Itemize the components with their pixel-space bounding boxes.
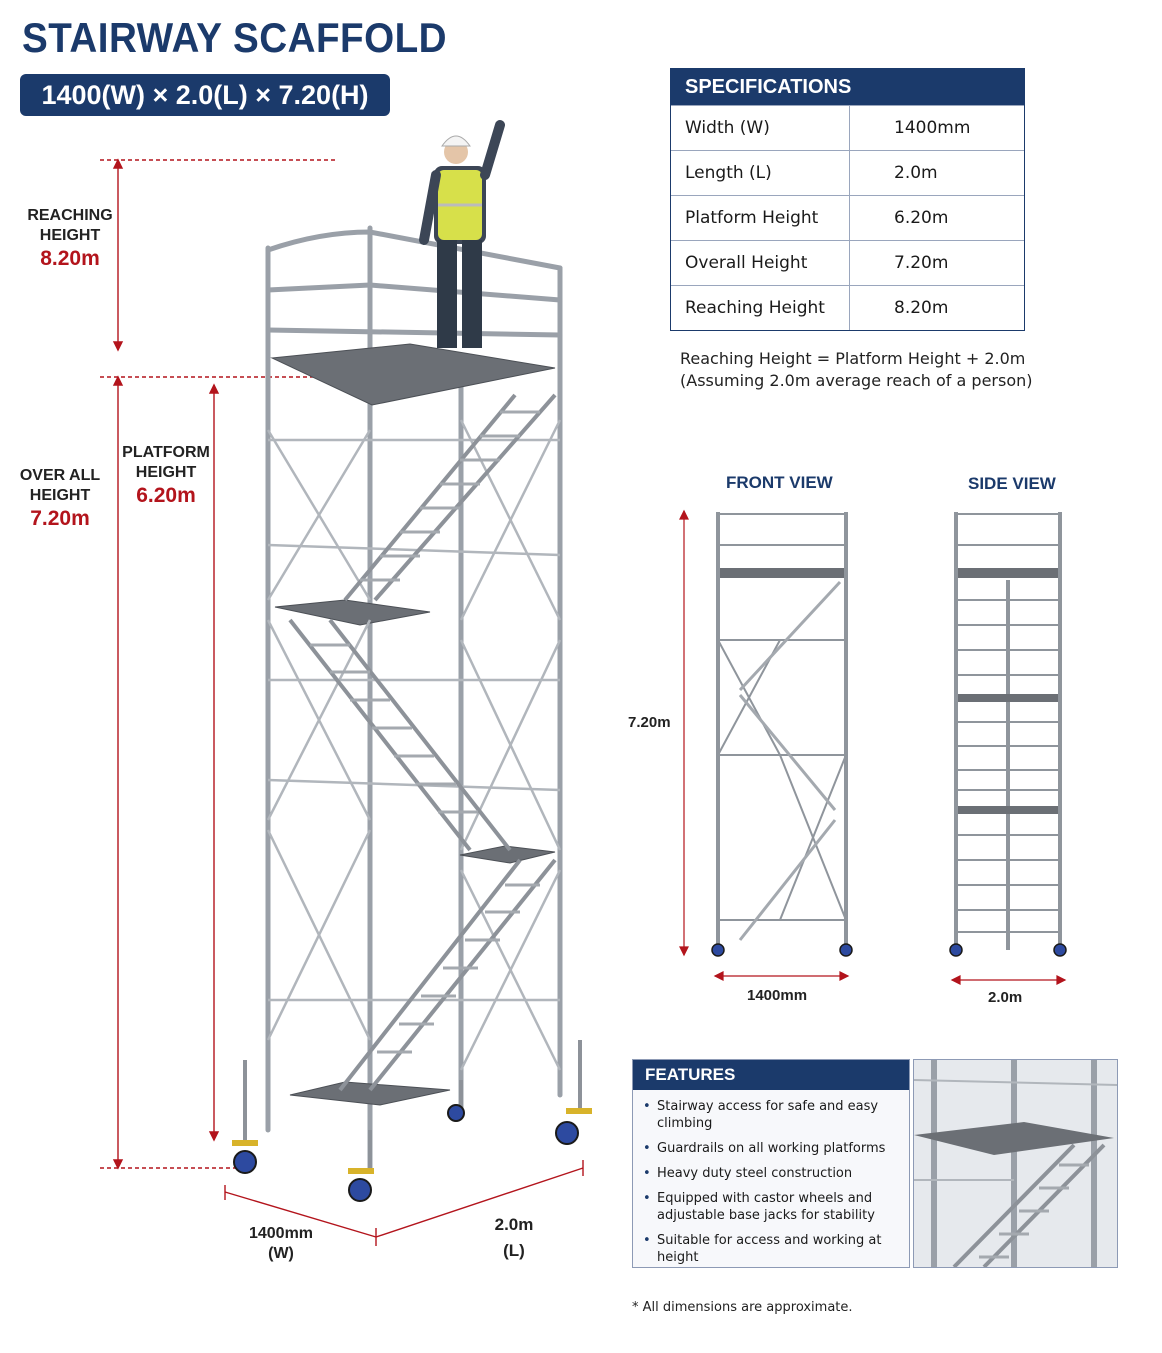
reaching-height-value: 8.20m [40, 247, 100, 270]
feature-item: • Suitable for access and working at height [643, 1232, 903, 1266]
specifications-table [670, 68, 1025, 331]
front-view-height-label: 7.20m [628, 714, 671, 731]
dimensions-badge: 1400(W) × 2.0(L) × 7.20(H) [20, 74, 390, 116]
feature-item: • Stairway access for safe and easy climbing [643, 1098, 903, 1132]
spec-key: Length (L) [671, 151, 850, 195]
length-dimension-label [474, 1212, 554, 1264]
overall-height-label [14, 466, 106, 529]
spec-row [671, 150, 1024, 195]
reaching-label-line2: HEIGHT [39, 227, 101, 244]
feature-item: • Guardrails on all working platforms [643, 1140, 903, 1157]
detail-photo [913, 1059, 1118, 1268]
spec-key: Overall Height [671, 241, 850, 285]
spec-key: Reaching Height [671, 286, 850, 330]
note-line2: (Assuming 2.0m average reach of a person) [680, 371, 1033, 390]
length-value: 2.0m [494, 1215, 534, 1234]
overall-height-value: 7.20m [30, 507, 90, 530]
feature-item: • Heavy duty steel construction [643, 1165, 903, 1182]
front-view-width-label: 1400mm [747, 987, 808, 1004]
spec-value: 7.20m [894, 253, 949, 273]
width-unit: (W) [268, 1245, 294, 1262]
front-view-drawing [680, 511, 852, 980]
feature-item: • Equipped with castor wheels and adjustable base jacks for stability [643, 1190, 903, 1224]
spec-row [671, 285, 1024, 330]
features-box [632, 1059, 910, 1268]
spec-row [671, 195, 1024, 240]
spec-value: 2.0m [894, 163, 938, 183]
spec-value: 1400mm [894, 118, 971, 138]
spec-key: Width (W) [671, 106, 850, 150]
features-header: FEATURES [633, 1060, 909, 1090]
side-view-length-label: 2.0m [988, 989, 1023, 1006]
elevation-views [660, 500, 1080, 1000]
footnote: * All dimensions are approximate. [632, 1300, 853, 1315]
spec-key: Platform Height [671, 196, 850, 240]
platform-label-line2: HEIGHT [135, 464, 197, 481]
features-list [633, 1090, 909, 1266]
length-unit: (L) [503, 1241, 525, 1260]
platform-label-line1: PLATFORM [122, 444, 210, 461]
spec-value: 6.20m [894, 208, 949, 228]
overall-label-line1: OVER ALL [19, 467, 101, 484]
side-view-title: SIDE VIEW [968, 474, 1056, 493]
spec-row [671, 240, 1024, 285]
page-title: STAIRWAY SCAFFOLD [22, 14, 448, 61]
overall-label-line2: HEIGHT [29, 487, 91, 504]
platform-height-value: 6.20m [136, 484, 196, 507]
width-dimension-label [236, 1224, 326, 1264]
specifications-header: SPECIFICATIONS [671, 69, 1024, 105]
spec-row [671, 105, 1024, 150]
platform-height-label [120, 443, 212, 506]
side-view-drawing [950, 512, 1066, 984]
reaching-label-line1: REACHING [27, 207, 113, 224]
reaching-height-note [680, 348, 1033, 392]
worker-figure [424, 125, 500, 348]
reaching-height-label [25, 206, 115, 269]
front-view-title: FRONT VIEW [726, 473, 833, 492]
note-line1: Reaching Height = Platform Height + 2.0m [680, 349, 1026, 368]
spec-value: 8.20m [894, 298, 949, 318]
width-value: 1400mm [248, 1225, 314, 1242]
